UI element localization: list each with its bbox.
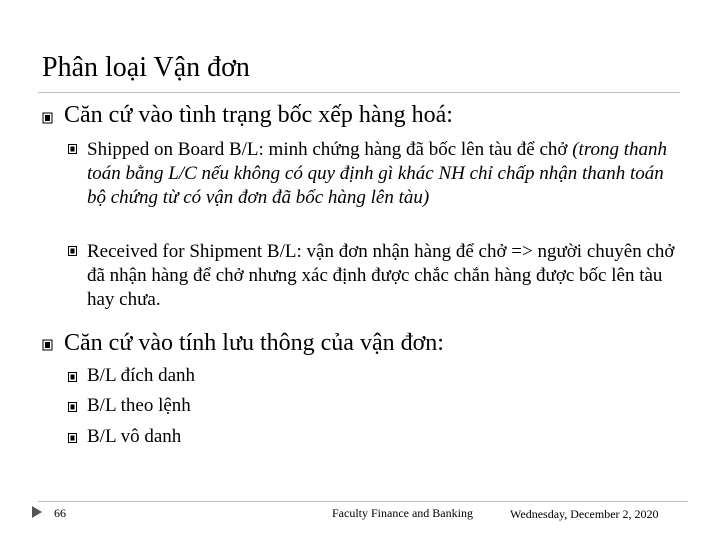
- square-bullet-icon: [68, 245, 78, 257]
- square-bullet-icon: [42, 111, 54, 125]
- square-bullet-icon: [68, 143, 78, 155]
- footer-divider: [38, 501, 688, 502]
- list-item-bearer-bl: B/L vô danh: [87, 426, 182, 447]
- section-heading-negotiability: Căn cứ vào tính lưu thông của vận đơn:: [64, 330, 444, 356]
- square-bullet-icon: [42, 338, 54, 352]
- section-heading-loading-status: Căn cứ vào tình trạng bốc xếp hàng hoá:: [64, 102, 453, 128]
- footer-date: Wednesday, December 2, 2020: [510, 507, 659, 521]
- title-divider: [38, 92, 680, 93]
- item-note: (trong thanh toán bằng L/C nếu không có quy định gì khác NH chỉ chấp nhận thanh toán bộ chứng từ có vận đơn đã bốc hàng lên tàu): [87, 139, 668, 208]
- item-text: Shipped on Board B/L: minh chứng hàng đã bốc lên tàu để chở: [87, 139, 573, 160]
- page-number: 66: [54, 506, 66, 520]
- list-item-straight-bl: B/L đích danh: [87, 365, 195, 386]
- list-item-order-bl: B/L theo lệnh: [87, 395, 191, 416]
- slide-title: Phân loại Vận đơn: [42, 52, 250, 83]
- square-bullet-icon: [68, 432, 78, 444]
- square-bullet-icon: [68, 401, 78, 413]
- square-bullet-icon: [68, 371, 78, 383]
- arrow-right-icon: [30, 505, 44, 519]
- footer-faculty: Faculty Finance and Banking: [332, 506, 473, 520]
- list-item-shipped-on-board: [87, 138, 685, 210]
- list-item-received-for-shipment: Received for Shipment B/L: vận đơn nhận hàng để chở => người chuyên chở đã nhận hàng để chở nhưng xác định được chắc chắn hàng được bốc lên tàu hay chưa.: [87, 241, 675, 310]
